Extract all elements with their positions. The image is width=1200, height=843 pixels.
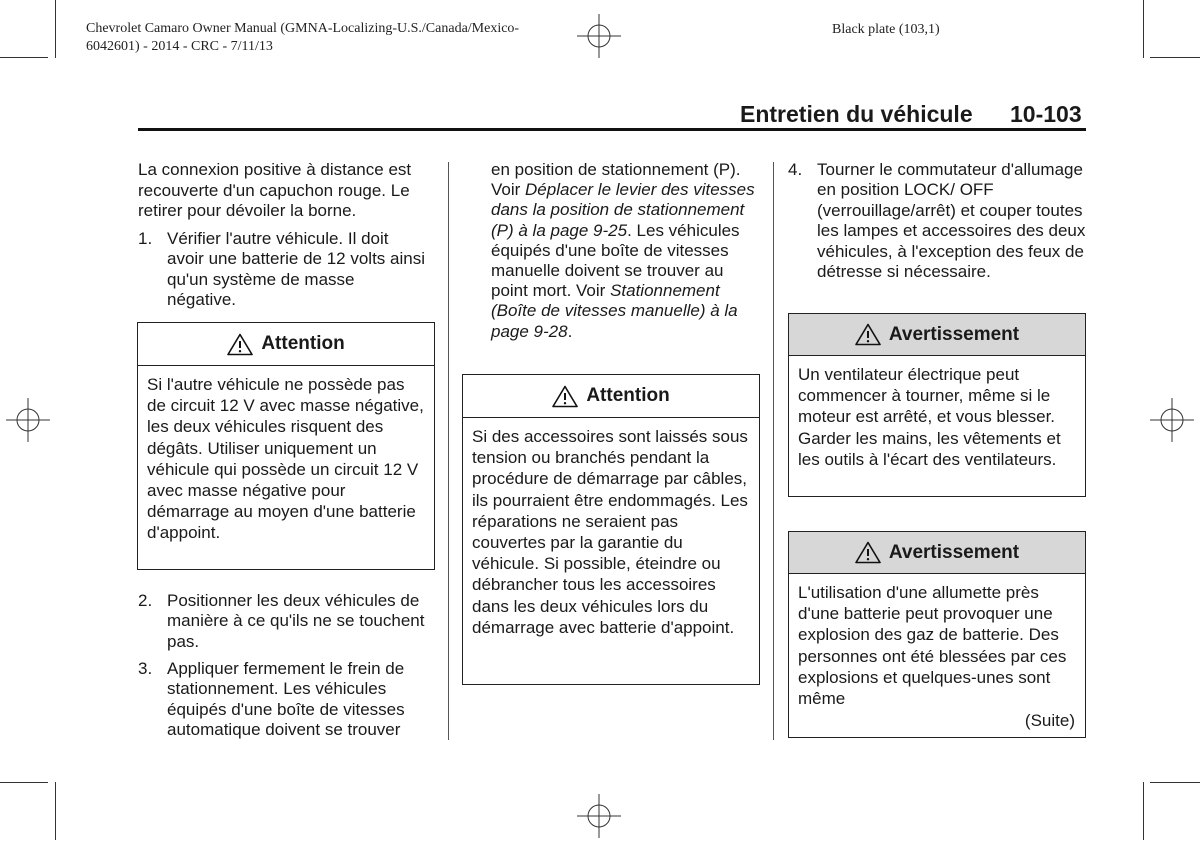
step-2 [138,591,428,652]
print-header-line1: Chevrolet Camaro Owner Manual (GMNA-Localizing-U.S./Canada/Mexico- [86,21,520,36]
caution-box [462,374,760,685]
warning-title: Avertissement [888,323,1020,345]
warning-text: Un ventilateur électrique peut commencer à tourner, même si le moteur est arrêté, et vous blesser. Garder les mains, les vêtements et les outils à l'écart des ventilateurs. [798,365,1061,469]
step-4 [788,160,1086,282]
column-divider [448,162,449,740]
step-text: Vérifier l'autre véhicule. Il doit avoir une batterie de 12 volts ainsi qu'un système de masse négative. [167,229,425,310]
step-number: 3. [138,659,153,678]
step-text: Tourner le commutateur d'allumage en position LOCK/ OFF (verrouillage/arrêt) et couper toutes les lampes et accessoires des deux véhicules, à l'exception des feux de détresse si nécessaire. [817,160,1086,282]
print-plate-label: Black plate (103,1) [832,22,940,37]
title-rule [138,128,1086,131]
warning-header [789,314,1085,356]
warning-triangle-icon [227,333,253,356]
step-number: 2. [138,591,153,610]
step-number: 1. [138,229,153,248]
caution-text: Si l'autre véhicule ne possède pas de circuit 12 V avec masse négative, les deux véhicules risquent des dégâts. Utiliser uniquement un véhicule qui possède un circuit 12 V avec masse négative pour démarrage au moyen d'une batterie d'appoint. [147,375,424,543]
warning-box [788,313,1086,497]
warning-header [789,532,1085,574]
column-divider [773,162,774,740]
step-3 [138,659,428,741]
registration-mark-icon [6,398,50,442]
caution-header [138,323,434,366]
warning-triangle-icon [552,385,578,408]
caution-text: Si des accessoires sont laissés sous tension ou branchés pendant la procédure de démarrage par câbles, ils pourraient être endommagés. Les réparations ne seraient pas couvertes par la garantie du véhicule. Si possible, éteindre ou débrancher tous les accessoires dans les deux véhicules lors du démarrage avec batterie d'appoint. [472,427,748,637]
print-header [86,20,519,56]
step-text: Appliquer fermement le frein de stationnement. Les véhicules équipés d'une boîte de vitesses automatique doivent se trouver [167,659,405,740]
caution-header [463,375,759,418]
cross-reference-link[interactable]: Déplacer le levier des vitesses dans la position de stationnement (P) à la page 9-25 [491,180,755,240]
warning-triangle-icon [855,323,881,346]
step-1 [138,229,428,311]
print-header-line2: 6042601) - 2014 - CRC - 7/11/13 [86,39,273,54]
registration-mark-icon [1150,398,1194,442]
step-3-continued [491,160,763,342]
intro-paragraph: La connexion positive à distance est recouverte d'un capuchon rouge. Le retirer pour dévoiler la borne. [138,160,412,221]
warning-box [788,531,1086,738]
page-number: 10-103 [1010,101,1082,127]
step-number: 4. [788,160,803,179]
registration-mark-icon [577,794,621,838]
registration-mark-icon [577,14,621,58]
warning-title: Avertissement [888,541,1020,563]
page-title: Entretien du véhicule [740,101,973,127]
continued-text: en position de stationnement (P). Voir [491,160,741,200]
cross-reference-link[interactable]: Stationnement (Boîte de vitesses manuelle) à la page 9-28 [491,281,738,341]
continued-text: . Les véhicules équipés d'une boîte de vitesses manuelle doivent se trouver au point mort. Voir [491,220,740,301]
caution-box [137,322,435,570]
caution-title: Attention [586,385,670,406]
warning-text: L'utilisation d'une allumette près d'une batterie peut provoquer une explosion des gaz de batterie. Des personnes ont été blessées par ces explosions et quelques-unes sont même [798,583,1067,709]
continued-text: . [567,321,573,341]
continued-label: (Suite) [1024,711,1075,730]
caution-title: Attention [261,333,345,354]
warning-triangle-icon [855,541,881,564]
step-text: Positionner les deux véhicules de manière à ce qu'ils ne se touchent pas. [167,591,425,651]
